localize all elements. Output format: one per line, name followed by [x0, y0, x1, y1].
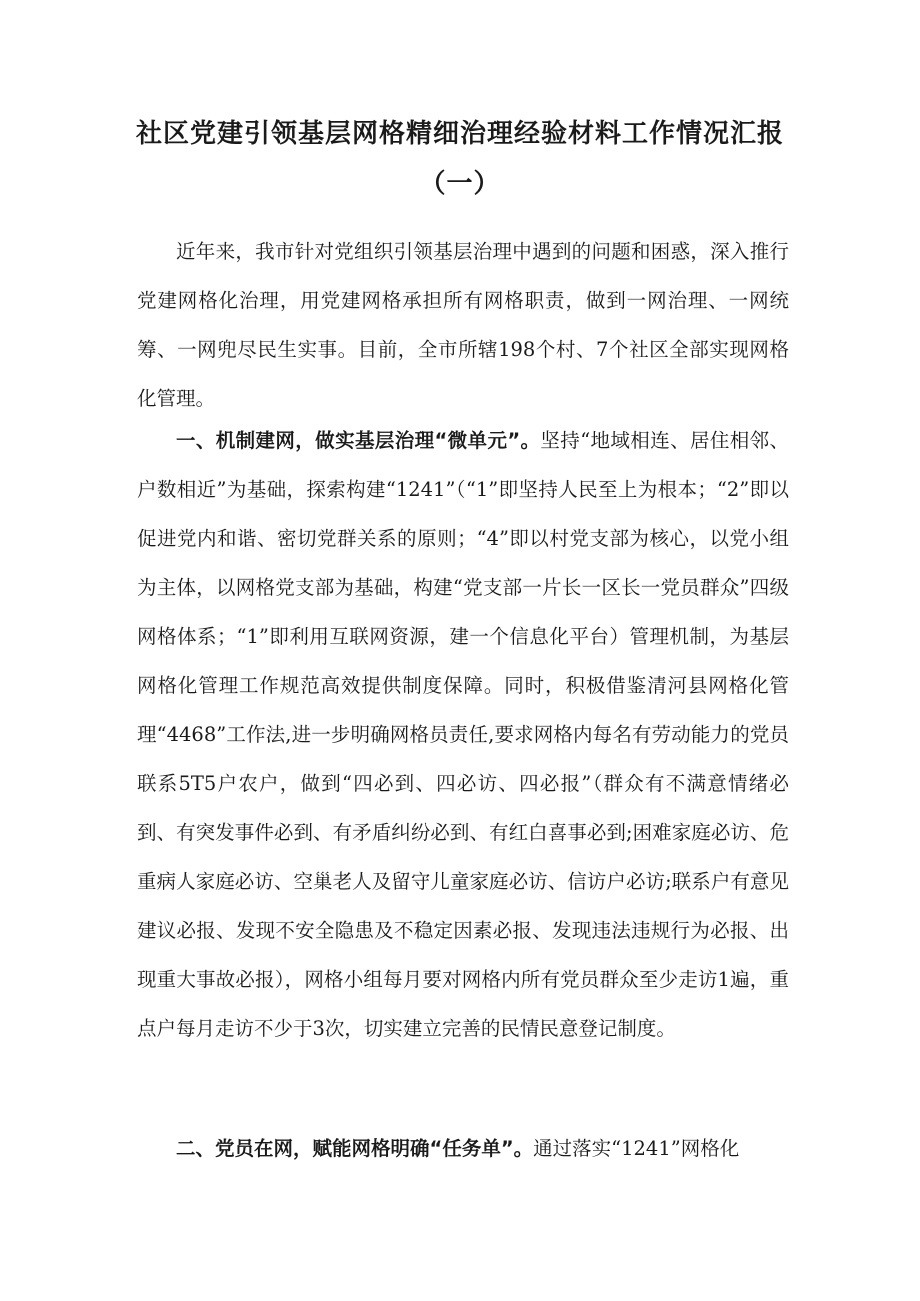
- document-title: 社区党建引领基层网格精细治理经验材料工作情况汇报: [135, 119, 784, 149]
- section-two-heading: 二、党员在网，赋能网格明确“任务单”。: [176, 1137, 534, 1160]
- section-one-heading: 一、机制建网，做实基层治理“微单元”。: [176, 429, 541, 452]
- section-one-text: 坚持“地域相连、居住相邻、户数相近”为基础，探索构建“1241”（“1”即坚持人民至上为根本；“2”即以促进党内和谐、密切党群关系的原则；“4”即以村党支部为核心，以党小组为主体，以网格党支部为基础，构建“党支部一片长一区长一党员群众”四级网格体系；“1”即利用互联网资源，建一个信息化平台）管理机制，为基层网格化管理工作规范高效提供制度保障。同时，积极借鉴清河县网格化管理“4468”工作法,进一步明确网格员责任,要求网格内每名有劳动能力的党员联系5T5户农户，做到“四必到、四必访、四必报”（群众有不满意情绪必到、有突发事件必到、有矛盾纠纷必到、有红白喜事必到;困难家庭必访、危重病人家庭必访、空巢老人及留守儿童家庭必访、信访户必访;联系户有意见建议必报、发现不安全隐患及不稳定因素必报、发现违法违规行为必报、出现重大事故必报），网格小组每月要对网格内所有党员群众至少走访1遍，重点户每月走访不少于3次，切实建立完善的民情民意登记制度。: [137, 429, 789, 1040]
- section-two-text: 通过落实“1241”网格化: [533, 1137, 740, 1160]
- document-title-subtitle: （一）: [419, 169, 501, 199]
- paragraph-text: 近年来，我市针对党组织引领基层治理中遇到的问题和困惑，深入推行党建网格化治理，用党建网格承担所有网格职责，做到一网治理、一网统筹、一网兜尽民生实事。目前，全市所辖198个村、7个社区全部实现网格化管理。: [137, 240, 789, 410]
- section-two-paragraph: [137, 1124, 789, 1173]
- section-one-paragraph: [137, 416, 789, 1053]
- intro-paragraph: [137, 227, 789, 423]
